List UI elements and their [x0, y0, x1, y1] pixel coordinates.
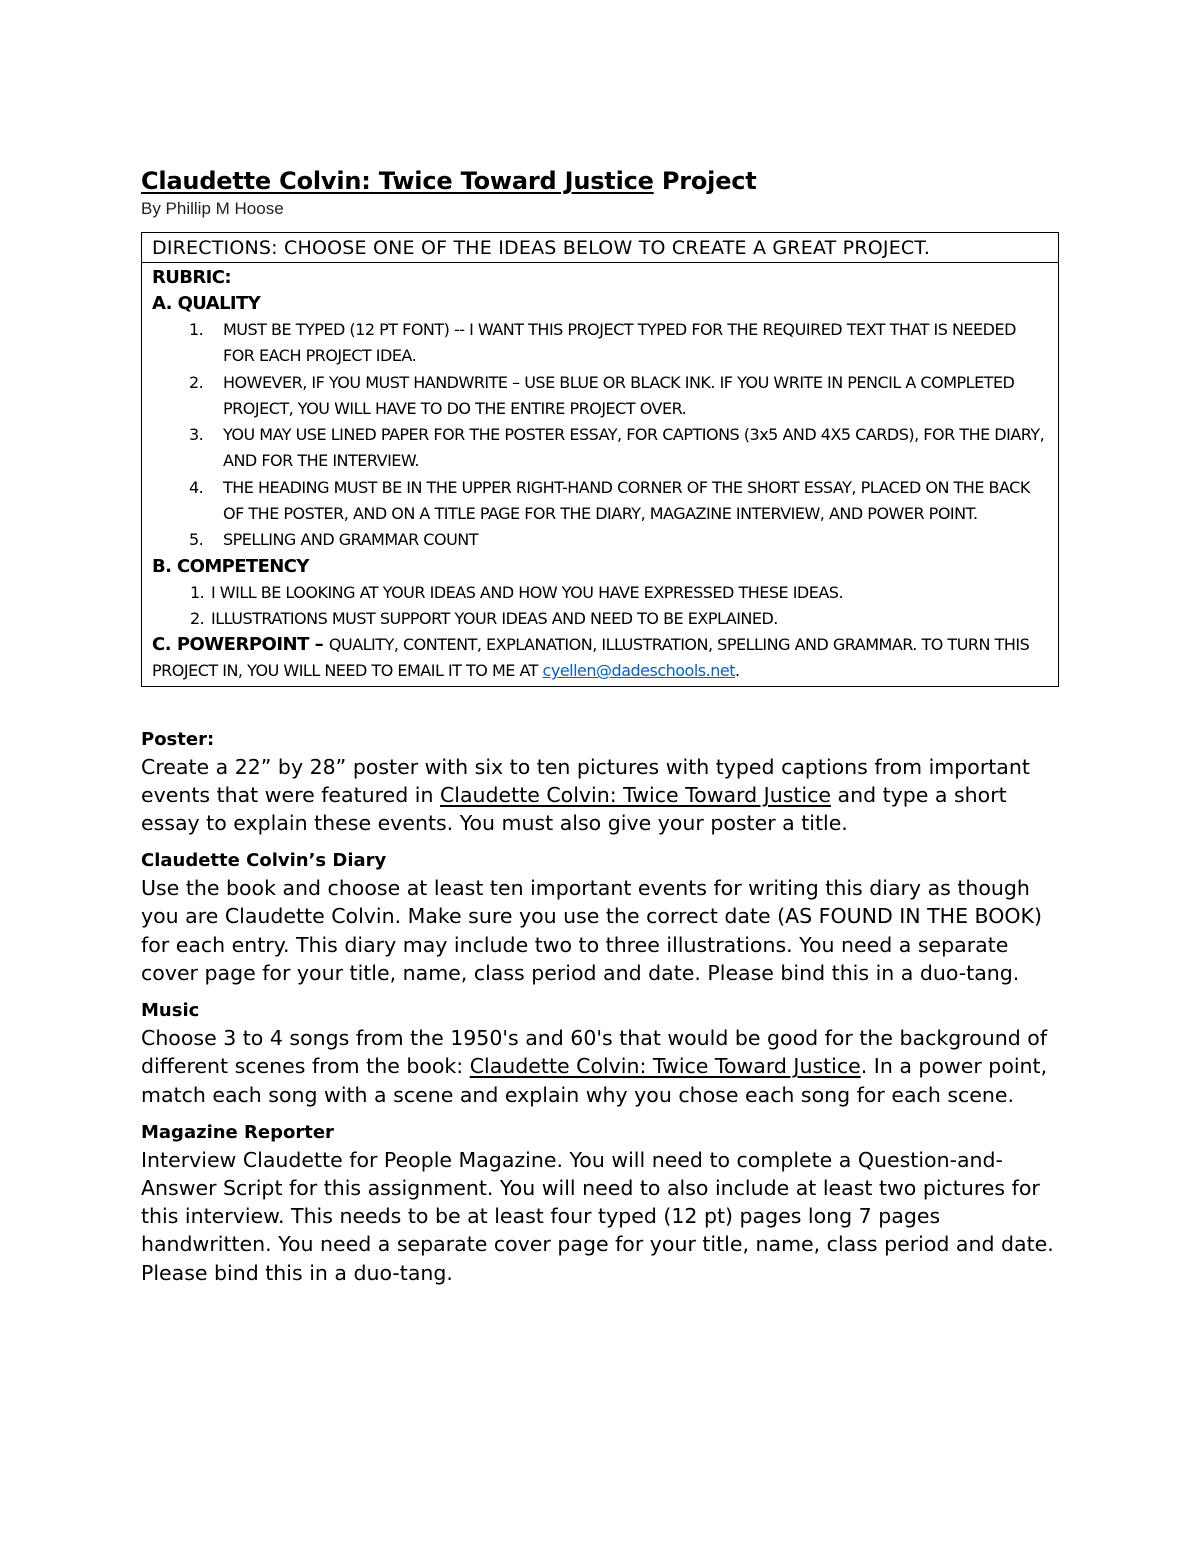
title-suffix: Project [653, 167, 757, 195]
quality-item-number: 2. [189, 372, 204, 392]
poster-text-before: Create a 22” by 28” poster with six to ten pictures with typed captions from important events that were featured in [141, 754, 1030, 807]
magazine-section [141, 1120, 1059, 1287]
poster-heading: Poster: [141, 728, 215, 750]
competency-heading: B. COMPETENCY [152, 555, 309, 577]
competency-item [152, 580, 1048, 606]
magazine-text: Interview Claudette for People Magazine. You will need to complete a Question-and-Answer Script for this assignment. You will need to also include at least two pictures for this interview. This needs to be at least four typed (12 pt) pages long 7 pages handwritten. You need a separate cover page for your title, name, class period and date. Please bind this in a duo-tang. [141, 1147, 1054, 1285]
poster-book-title: Claudette Colvin: Twice Toward Justice [439, 782, 831, 807]
page-title [141, 166, 1059, 196]
quality-item [152, 527, 1048, 553]
quality-item-number: 3. [189, 425, 204, 445]
music-text-before: Choose 3 to 4 songs from the 1950's and 60's that would be good for the background of different scenes from the book: [141, 1026, 1048, 1079]
quality-item-text: HOWEVER, IF YOU MUST HANDWRITE – USE BLUE OR BLACK INK. IF YOU WRITE IN PENCIL A COMPLETED PROJECT, YOU WILL HAVE TO DO THE ENTIRE PROJECT OVER. [223, 372, 1015, 418]
diary-text: Use the book and choose at least ten important events for writing this diary as though you are Claudette Colvin. Make sure you use the correct date (AS FOUND IN THE BOOK) for each entry. This diary may include two to three illustrations. You need a separate cover page for your title, name, class period and date. Please bind this in a duo-tang. [141, 876, 1042, 985]
quality-heading: A. QUALITY [152, 293, 261, 314]
diary-section [141, 848, 1059, 987]
competency-item [152, 606, 1048, 632]
author-byline: By Phillip M Hoose [141, 199, 284, 218]
quality-item-text: YOU MAY USE LINED PAPER FOR THE POSTER ESSAY, FOR CAPTIONS (3x5 AND 4X5 CARDS), FOR THE DIARY, AND FOR THE INTERVIEW. [223, 425, 1045, 471]
quality-item-text: SPELLING AND GRAMMAR COUNT [223, 530, 479, 550]
title-book-name: Claudette Colvin: Twice Toward Justice [141, 167, 654, 195]
music-text [141, 1024, 1059, 1109]
competency-list [152, 580, 1048, 632]
quality-item-text: THE HEADING MUST BE IN THE UPPER RIGHT-HAND CORNER OF THE SHORT ESSAY, PLACED ON THE BACK OF THE POSTER, AND ON A TITLE PAGE FOR THE DIARY, MAGAZINE INTERVIEW, AND POWER POINT. [223, 477, 1030, 524]
competency-item-number: 1. [190, 582, 205, 602]
competency-item-number: 2. [190, 608, 205, 628]
music-text-after: . In a power point, match each song with a scene and explain why you chose each song for each scene. [141, 1054, 1048, 1107]
quality-item [152, 370, 1048, 423]
document-page [141, 166, 1059, 1287]
directions-rubric-box [141, 232, 1059, 687]
quality-item [152, 422, 1048, 475]
email-link[interactable]: cyellen@dadeschools.net [542, 661, 735, 681]
quality-item-number: 4. [189, 477, 204, 497]
powerpoint-text: QUALITY, CONTENT, EXPLANATION, ILLUSTRATION, SPELLING AND GRAMMAR. TO TURN THIS PROJECT IN, YOU WILL NEED TO EMAIL IT TO ME AT [152, 634, 1030, 681]
quality-item-number: 1. [189, 320, 204, 339]
music-heading: Music [141, 1000, 200, 1022]
quality-item-text: MUST BE TYPED (12 PT FONT) -- I WANT THIS PROJECT TYPED FOR THE REQUIRED TEXT THAT IS NEEDED FOR EACH PROJECT IDEA. [223, 320, 1016, 366]
diary-heading: Claudette Colvin’s Diary [141, 850, 387, 872]
magazine-heading: Magazine Reporter [141, 1121, 334, 1143]
powerpoint-end: . [734, 661, 740, 681]
poster-text [141, 753, 1059, 838]
competency-item-text: ILLUSTRATIONS MUST SUPPORT YOUR IDEAS AND NEED TO BE EXPLAINED. [211, 608, 778, 628]
quality-item [152, 475, 1048, 528]
directions-text: DIRECTIONS: CHOOSE ONE OF THE IDEAS BELOW TO CREATE A GREAT PROJECT. [142, 233, 1058, 263]
quality-item [152, 317, 1048, 370]
quality-list [152, 317, 1048, 554]
music-book-title: Claudette Colvin: Twice Toward Justice [469, 1054, 861, 1079]
rubric [142, 263, 1058, 686]
quality-item-number: 5. [189, 530, 204, 550]
music-section [141, 998, 1059, 1109]
poster-section [141, 727, 1059, 838]
rubric-heading: RUBRIC: [152, 267, 231, 288]
powerpoint-heading: C. POWERPOINT – [152, 633, 329, 655]
powerpoint-rubric [152, 632, 1048, 686]
competency-item-text: I WILL BE LOOKING AT YOUR IDEAS AND HOW YOU HAVE EXPRESSED THESE IDEAS. [211, 582, 844, 602]
poster-text-after: and type a short essay to explain these events. You must also give your poster a title. [141, 782, 1007, 836]
